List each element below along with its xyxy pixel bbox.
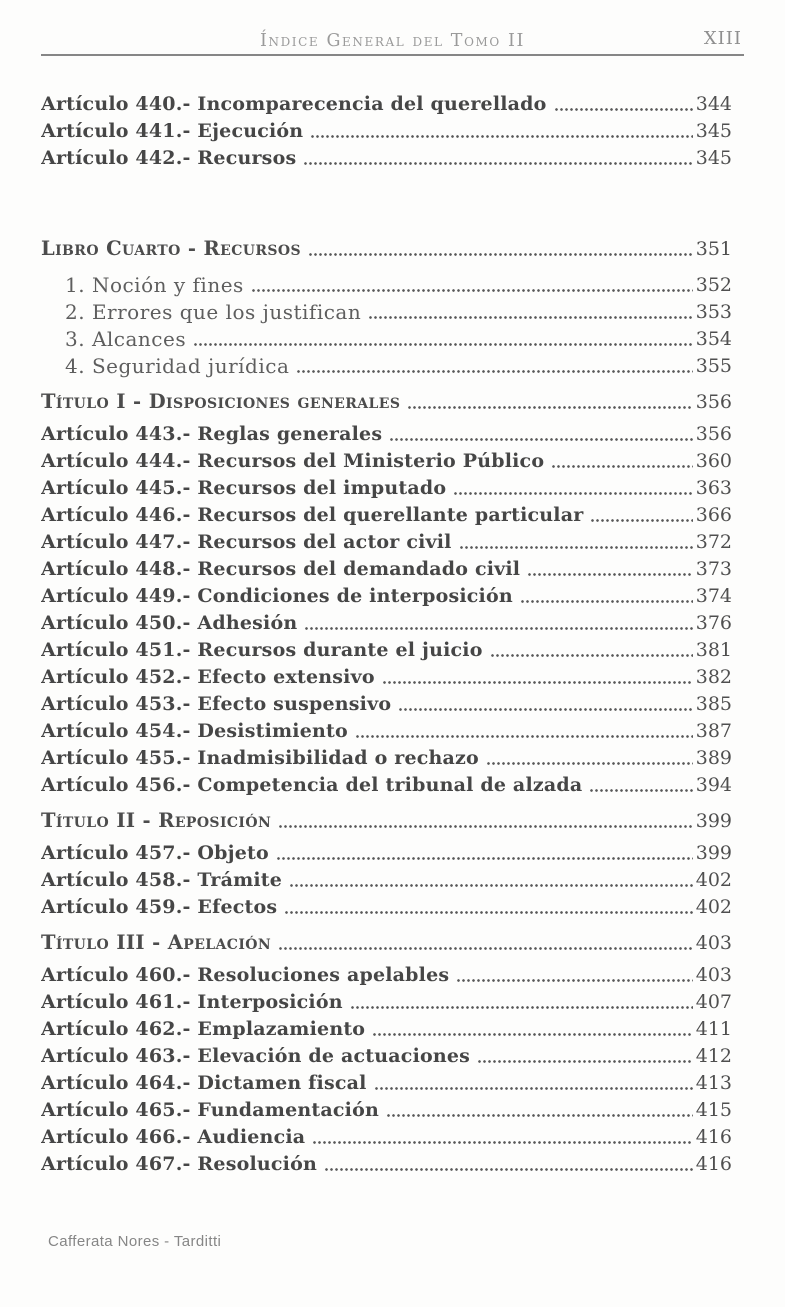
toc-entry	[41, 116, 732, 143]
footer-authors: Cafferata Nores - Tarditti	[48, 1233, 222, 1250]
dot-leader	[278, 825, 693, 828]
entry-label: 2. Errores que los justifican	[65, 300, 362, 324]
toc-entry	[41, 500, 732, 527]
entry-label: Título I - Disposiciones generales	[41, 390, 401, 413]
dot-leader	[278, 947, 693, 950]
entry-page-number: 412	[695, 1045, 732, 1067]
toc-entry	[41, 716, 732, 743]
dot-leader	[527, 573, 693, 576]
dot-leader	[382, 681, 693, 684]
entry-page-number: 376	[695, 612, 732, 634]
dot-leader	[372, 1033, 693, 1036]
entry-label: Artículo 443.- Reglas generales	[41, 423, 383, 445]
toc-entry	[41, 446, 732, 473]
toc-entry	[41, 234, 732, 261]
toc-entry	[41, 960, 732, 987]
entry-page-number: 385	[695, 693, 732, 715]
entry-label: Artículo 441.- Ejecución	[41, 120, 304, 142]
dot-leader	[551, 465, 693, 468]
entry-page-number: 356	[695, 423, 732, 445]
entry-page-number: 374	[695, 585, 732, 607]
dot-leader	[289, 884, 693, 887]
entry-label: Artículo 442.- Recursos	[41, 147, 297, 169]
entry-page-number: 353	[695, 301, 732, 323]
entry-label: Artículo 444.- Recursos del Ministerio Público	[41, 450, 545, 472]
dot-leader	[193, 343, 693, 346]
entry-page-number: 407	[695, 991, 732, 1013]
toc-entry	[41, 1095, 732, 1122]
toc-entry	[41, 892, 732, 919]
entry-label: Artículo 453.- Efecto suspensivo	[41, 693, 392, 715]
dot-leader	[350, 1006, 693, 1009]
dot-leader	[477, 1060, 693, 1063]
toc-entry	[41, 1068, 732, 1095]
dot-leader	[251, 289, 693, 292]
toc-entry	[41, 527, 732, 554]
dot-leader	[276, 857, 693, 860]
toc-entry	[41, 608, 732, 635]
toc-entry	[41, 143, 732, 170]
entry-label: Artículo 447.- Recursos del actor civil	[41, 531, 452, 553]
entry-page-number: 402	[695, 869, 732, 891]
dot-leader	[304, 627, 692, 630]
entry-page-number: 382	[695, 666, 732, 688]
entry-label: Libro Cuarto - Recursos	[41, 237, 302, 260]
toc-entry	[41, 1041, 732, 1068]
entry-label: Artículo 460.- Resoluciones apelables	[41, 964, 450, 986]
entry-page-number: 394	[695, 774, 732, 796]
dot-leader	[355, 735, 693, 738]
entry-label: Artículo 467.- Resolución	[41, 1153, 317, 1175]
entry-page-number: 399	[695, 842, 732, 864]
entry-page-number: 413	[695, 1072, 732, 1094]
entry-label: Artículo 461.- Interposición	[41, 991, 343, 1013]
toc-entry	[41, 324, 732, 351]
toc-entry	[41, 387, 732, 414]
toc-entry	[41, 1149, 732, 1176]
entry-page-number: 345	[695, 147, 732, 169]
entry-label: Artículo 448.- Recursos del demandado civil	[41, 558, 521, 580]
entry-label: Artículo 463.- Elevación de actuaciones	[41, 1045, 471, 1067]
running-head	[41, 0, 744, 56]
entry-page-number: 387	[695, 720, 732, 742]
entry-label: Título III - Apelación	[41, 931, 272, 954]
dot-leader	[398, 708, 693, 711]
dot-leader	[296, 370, 692, 373]
entry-label: Artículo 458.- Trámite	[41, 869, 283, 891]
dot-leader	[303, 162, 692, 165]
entry-label: Artículo 456.- Competencia del tribunal de alzada	[41, 774, 583, 796]
toc-entry	[41, 554, 732, 581]
toc-entry	[41, 770, 732, 797]
dot-leader	[389, 438, 693, 441]
entry-page-number: 389	[695, 747, 732, 769]
folio-number: XIII	[703, 28, 742, 49]
entry-page-number: 402	[695, 896, 732, 918]
toc-entry	[41, 635, 732, 662]
entry-label: Artículo 459.- Efectos	[41, 896, 278, 918]
entry-page-number: 344	[695, 93, 732, 115]
entry-page-number: 351	[695, 238, 732, 260]
entry-page-number: 403	[695, 964, 732, 986]
dot-leader	[368, 316, 692, 319]
entry-page-number: 399	[695, 810, 732, 832]
toc-entry	[41, 473, 732, 500]
dot-leader	[407, 406, 692, 409]
entry-label: Artículo 466.- Audiencia	[41, 1126, 306, 1148]
toc-entry	[41, 419, 732, 446]
dot-leader	[308, 253, 693, 256]
entry-label: Artículo 445.- Recursos del imputado	[41, 477, 447, 499]
toc-entry	[41, 689, 732, 716]
entry-page-number: 416	[695, 1153, 732, 1175]
entry-label: Artículo 465.- Fundamentación	[41, 1099, 379, 1121]
toc-entry	[41, 270, 732, 297]
entry-page-number: 354	[695, 328, 732, 350]
dot-leader	[374, 1087, 693, 1090]
entry-page-number: 416	[695, 1126, 732, 1148]
dot-leader	[490, 654, 693, 657]
entry-page-number: 355	[695, 355, 732, 377]
toc-entry	[41, 89, 732, 116]
toc-entry	[41, 662, 732, 689]
entry-label: 1. Noción y fines	[65, 273, 244, 297]
toc-entry	[41, 581, 732, 608]
toc-entry	[41, 351, 732, 378]
entry-page-number: 415	[695, 1099, 732, 1121]
entry-label: Artículo 440.- Incomparecencia del querellado	[41, 93, 547, 115]
entry-page-number: 411	[695, 1018, 732, 1040]
entry-label: Artículo 464.- Dictamen fiscal	[41, 1072, 367, 1094]
dot-leader	[312, 1141, 692, 1144]
toc-entry	[41, 806, 732, 833]
entry-label: Artículo 455.- Inadmisibilidad o rechazo	[41, 747, 479, 769]
entry-page-number: 360	[695, 450, 732, 472]
entry-label: Artículo 451.- Recursos durante el juicio	[41, 639, 483, 661]
entry-page-number: 372	[695, 531, 732, 553]
dot-leader	[459, 546, 693, 549]
entry-page-number: 345	[695, 120, 732, 142]
dot-leader	[590, 519, 692, 522]
entry-label: Artículo 449.- Condiciones de interposición	[41, 585, 513, 607]
entry-label: Artículo 457.- Objeto	[41, 842, 269, 864]
dot-leader	[486, 762, 693, 765]
dot-leader	[554, 108, 693, 111]
entry-page-number: 363	[695, 477, 732, 499]
toc-entry	[41, 987, 732, 1014]
toc-entry	[41, 743, 732, 770]
toc-entry	[41, 1122, 732, 1149]
dot-leader	[324, 1168, 693, 1171]
entry-label: Artículo 452.- Efecto extensivo	[41, 666, 375, 688]
dot-leader	[386, 1114, 693, 1117]
entry-page-number: 356	[695, 391, 732, 413]
toc-entry	[41, 1014, 732, 1041]
toc-list	[41, 89, 744, 1176]
entry-page-number: 352	[695, 274, 732, 296]
entry-label: Artículo 450.- Adhesión	[41, 612, 298, 634]
toc-entry	[41, 838, 732, 865]
dot-leader	[589, 789, 692, 792]
entry-page-number: 366	[695, 504, 732, 526]
entry-label: 4. Seguridad jurídica	[65, 354, 290, 378]
toc-entry	[41, 297, 732, 324]
toc-entry	[41, 865, 732, 892]
entry-label: Título II - Reposición	[41, 809, 272, 832]
page-title: Índice General del Tomo II	[259, 31, 526, 51]
entry-page-number: 373	[695, 558, 732, 580]
entry-label: Artículo 454.- Desistimiento	[41, 720, 348, 742]
dot-leader	[284, 911, 692, 914]
entry-label: Artículo 446.- Recursos del querellante particular	[41, 504, 584, 526]
dot-leader	[520, 600, 693, 603]
dot-leader	[310, 135, 692, 138]
entry-label: 3. Alcances	[65, 327, 187, 351]
entry-page-number: 403	[695, 932, 732, 954]
dot-leader	[456, 979, 692, 982]
entry-label: Artículo 462.- Emplazamiento	[41, 1018, 366, 1040]
entry-page-number: 381	[695, 639, 732, 661]
toc-entry	[41, 928, 732, 955]
dot-leader	[453, 492, 692, 495]
